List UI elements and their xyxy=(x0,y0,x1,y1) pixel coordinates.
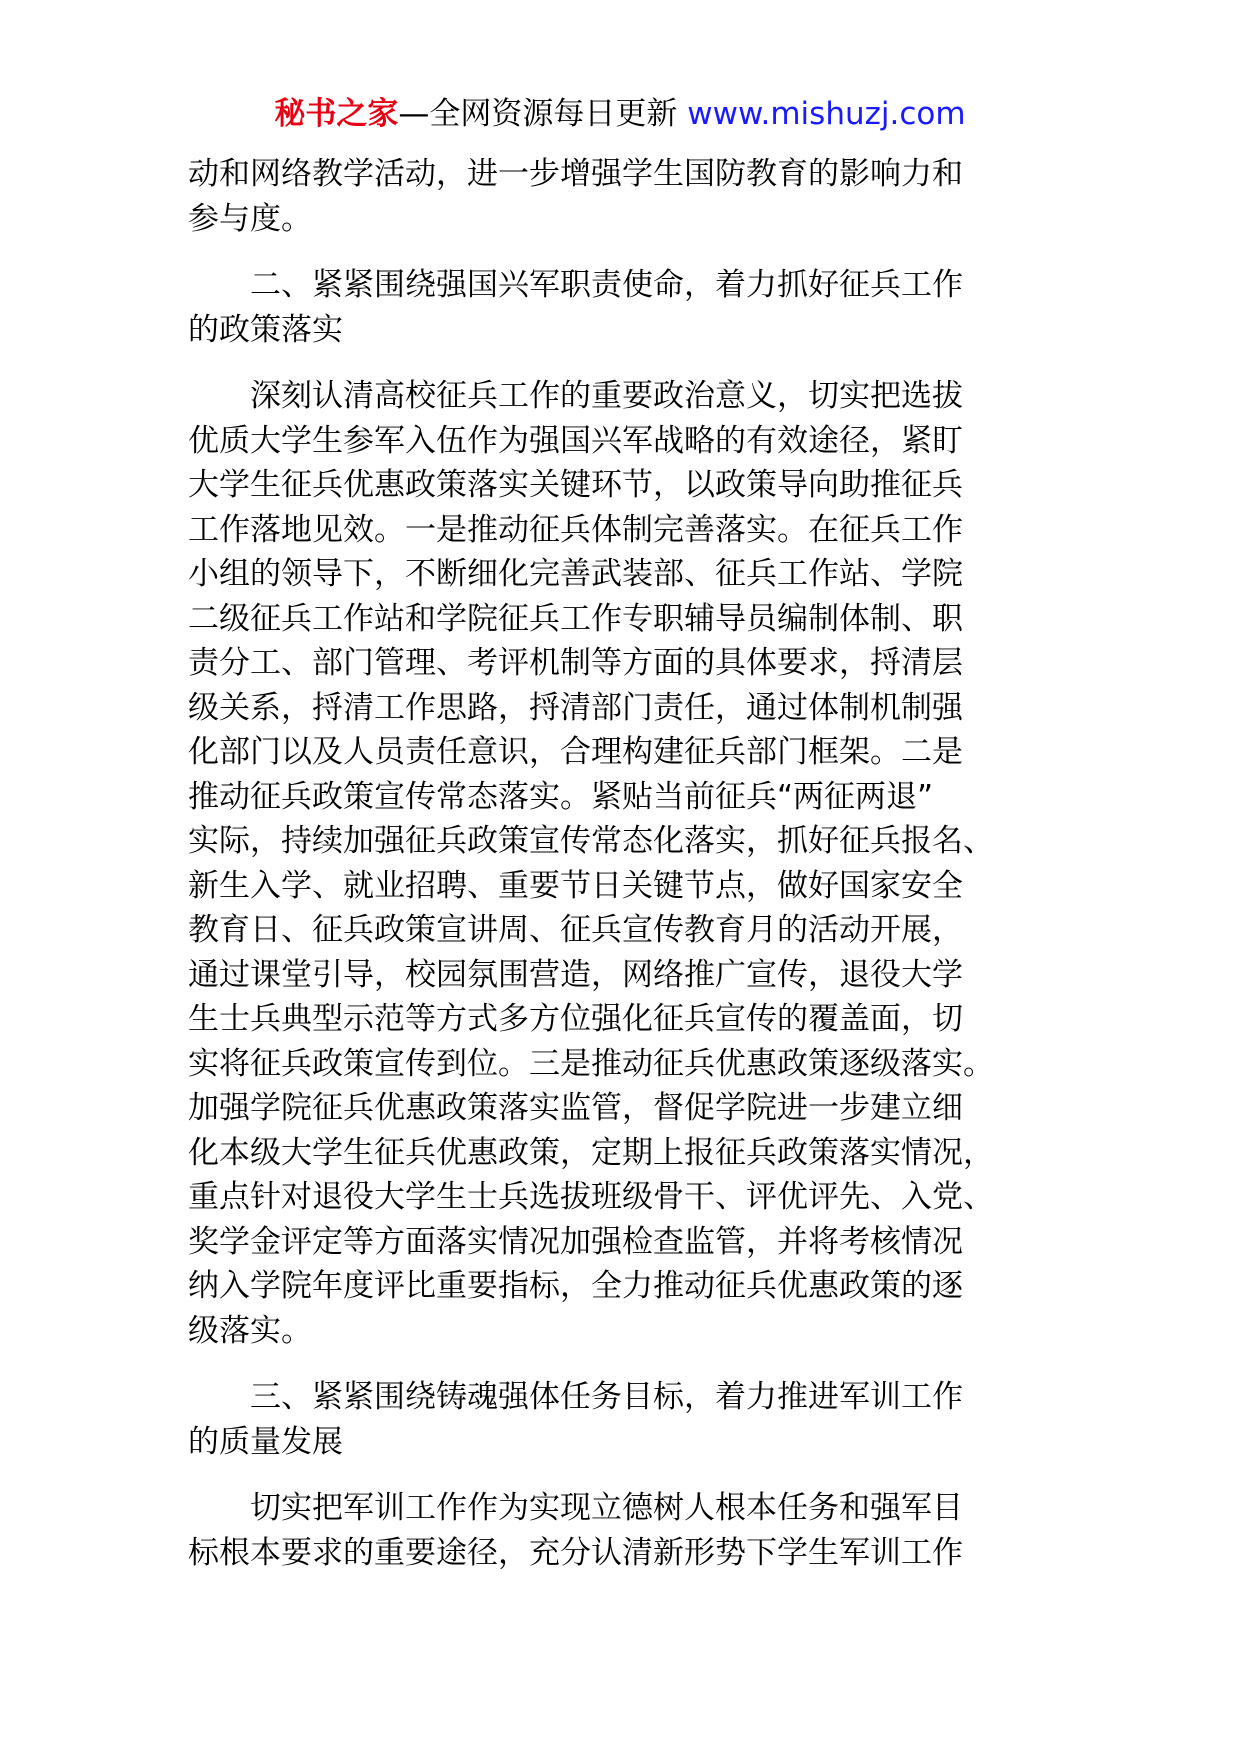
section-3-body: 切实把军训工作作为实现立德树人根本任务和强军目 标根本要求的重要途径，充分认清新形势下学生军训工作 xyxy=(188,1490,963,1571)
site-tagline: —全网资源每日更新 xyxy=(398,96,688,132)
section-3-heading: 三、紧紧围绕铸魂强体任务目标，着力推进军训工作 的质量发展 xyxy=(188,1379,963,1460)
section-2-body: 深刻认清高校征兵工作的重要政治意义，切实把选拔 优质大学生参军入伍作为强国兴军战略的有效途径，紧盯 大学生征兵优惠政策落实关键环节，以政策导向助推征兵 工作落地见效。一是推动征兵体制完善落实。在征兵工作 小组的领导下，不断细化完善武装部、征兵工作站、学院 二级征兵工作站和学院征兵工作专职辅导员编制体制、职 责分工、部门管理、考评机制等方面的具体要求，捋清层 级关系，捋清工作思路，捋清部门责任，通过体制机制强 化部门以及人员责任意识，合理构建征兵部门框架。二是 推动征兵政策宣传常态落实。紧贴当前征兵“两征两退” 实际，持续加强征兵政策宣传常态化落实，抓好征兵报名、 新生入学、就业招聘、重要节日关键节点，做好国家安全 教育日、征兵政策宣讲周、征兵宣传教育月的活动开展， 通过课堂引导，校园氛围营造，网络推广宣传，退役大学 生士兵典型示范等方式多方位强化征兵宣传的覆盖面，切 实将征兵政策宣传到位。三是推动征兵优惠政策逐级落实。 加强学院征兵优惠政策落实监管，督促学院进一步建立细 化本级大学生征兵优惠政策，定期上报征兵政策落实情况， 重点针对退役大学生士兵选拔班级骨干、评优评先、入党、 奖学金评定等方面落实情况加强检查监管，并将考核情况 纳入学院年度评比重要指标，全力推动征兵优惠政策的逐 级落实。 xyxy=(188,378,994,1349)
intro-paragraph: 动和网络教学活动，进一步增强学生国防教育的影响力和 参与度。 xyxy=(188,156,963,237)
document-body xyxy=(188,152,1038,1575)
paragraph-spacer xyxy=(188,241,1038,263)
paragraph-spacer xyxy=(188,352,1038,374)
paragraph-spacer xyxy=(188,1353,1038,1375)
section-2-heading: 二、紧紧围绕强国兴军职责使命，着力抓好征兵工作 的政策落实 xyxy=(188,267,963,348)
paragraph-spacer xyxy=(188,1464,1038,1486)
site-url-link[interactable]: www.mishuzj.com xyxy=(687,96,966,132)
site-brand: 秘书之家 xyxy=(274,96,399,132)
site-header-banner xyxy=(0,94,1240,134)
